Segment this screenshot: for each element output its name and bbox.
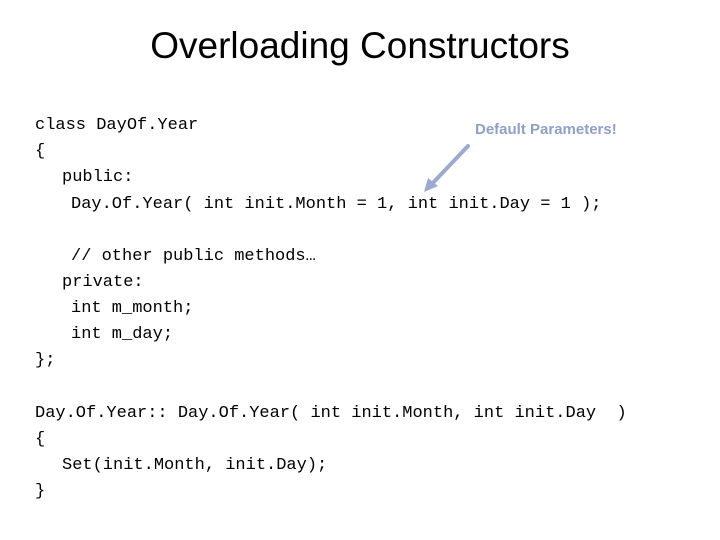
code-line-constructor-decl: Day.Of.Year( int init.Month = 1, int init.Day = 1 ); <box>71 195 602 214</box>
code-line-m-month: int m_month; <box>71 299 194 318</box>
code-line-comment: // other public methods… <box>71 247 316 266</box>
code-line-def-close-brace: } <box>35 482 46 501</box>
code-line-public: public: <box>62 168 134 187</box>
code-line-set-call: Set(init.Month, init.Day); <box>62 456 328 475</box>
callout-arrow-icon <box>420 140 480 196</box>
code-line-class-decl: class DayOf.Year <box>35 116 199 135</box>
code-line-open-brace: { <box>35 142 46 161</box>
code-line-m-day: int m_day; <box>71 325 174 344</box>
code-line-close-class: }; <box>35 351 56 370</box>
code-line-constructor-def: Day.Of.Year:: Day.Of.Year( int init.Month, int init.Day ) <box>35 404 627 423</box>
code-line-private: private: <box>62 273 144 292</box>
slide-title: Overloading Constructors <box>150 25 570 66</box>
code-line-def-open-brace: { <box>35 430 46 449</box>
callout-arrow-line <box>430 146 468 186</box>
default-parameters-callout: Default Parameters! <box>475 121 617 138</box>
